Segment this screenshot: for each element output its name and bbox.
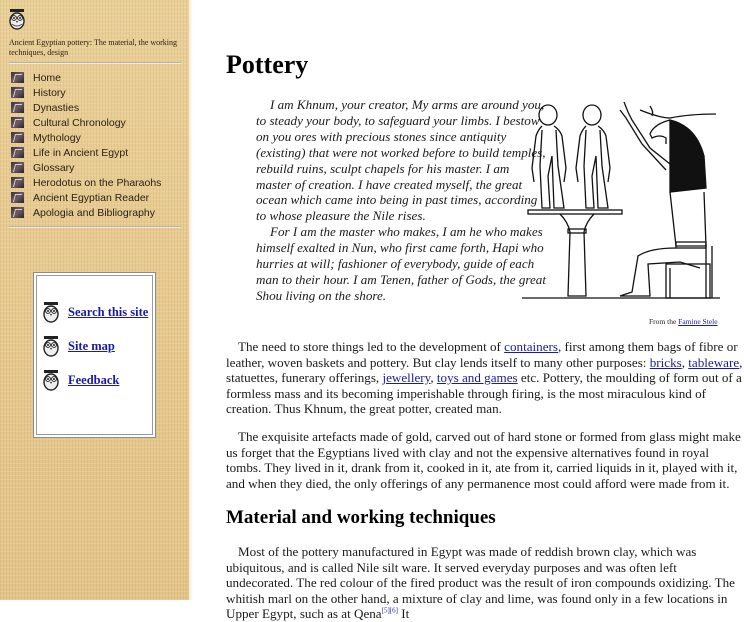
sidebar-item-dynasties[interactable] (11, 100, 161, 115)
sidebar-item-cultural-chronology[interactable] (11, 115, 161, 130)
owl-logo-icon[interactable] (8, 8, 26, 30)
sidebar-item-label[interactable]: Dynasties (33, 101, 80, 114)
reference-link[interactable]: [5][6] (381, 607, 398, 616)
sidebar-item-label[interactable]: Glossary (33, 161, 75, 174)
sidebar-item-label[interactable]: Mythology (33, 131, 81, 144)
search-site-link[interactable]: Search this site (68, 304, 149, 319)
sidebar-item-label[interactable]: Cultural Chronology (33, 116, 126, 129)
owl-icon (42, 335, 60, 357)
quote-paragraph: I am Khnum, your creator, My arms are around you, to steady your body, to safeguard your limbs. I bestow on you ores with precious stones since antiquity (existing) that were not worked before to build temples, rebuild ruins, sculpt chapels for his master. I am master of creation. I have created myself, the great ocean which came into being in past times, according to whose pleasure the Nile rises. (256, 97, 546, 224)
hieroglyph-bullet-icon (11, 87, 24, 98)
divider (9, 226, 181, 228)
sidebar-edge (189, 0, 193, 600)
sidebar-item-label[interactable]: Life in Ancient Egypt (33, 146, 129, 159)
bricks-link[interactable]: bricks (649, 354, 682, 370)
sidebar-item-label[interactable]: Herodotus on the Pharaohs (33, 176, 162, 189)
hieroglyph-bullet-icon (11, 147, 24, 158)
owl-icon (42, 301, 60, 323)
page-tagline: Ancient Egyptian pottery: The material, the working techniques, design (9, 38, 178, 57)
divider (9, 62, 181, 64)
sidebar-item-label[interactable]: Apologia and Bibliography (33, 206, 156, 219)
sidebar-item-apologia[interactable] (11, 205, 161, 220)
owl-icon (42, 369, 60, 391)
feedback-link[interactable]: Feedback (68, 372, 120, 387)
sidebar-item-reader[interactable] (11, 190, 161, 205)
hieroglyph-bullet-icon (11, 102, 24, 113)
khnum-quote (256, 97, 546, 304)
artefacts-paragraph: The exquisite artefacts made of gold, carved out of hard stone or formed from glass might make us forget that the Egyptians lived with clay and not the expensive alternatives found in royal tombs. They lived in it, drank from it, cooked in it, ate from it, carried liquids in it, played with it, and when they died, the only offerings of any permanence most could afford were made from it. (226, 429, 741, 491)
sidebar (0, 0, 189, 600)
hieroglyph-bullet-icon (11, 207, 24, 218)
hieroglyph-bullet-icon (11, 72, 24, 83)
sidebar-item-label[interactable]: History (33, 86, 66, 99)
sidebar-item-history[interactable] (11, 85, 161, 100)
figure-caption: From the Famine Stele (649, 317, 718, 326)
famine-stele-link[interactable]: Famine Stele (678, 317, 718, 326)
sidebar-item-label[interactable]: Home (33, 71, 62, 84)
search-link-row[interactable] (42, 301, 148, 323)
toys-and-games-link[interactable]: toys and games (436, 370, 518, 386)
quote-paragraph: For I am the master who makes, I am he who makes himself exalted in Nun, who first came forth, Hapi who hurries at will; fashioner of everybody, guide of each man to their hour. I am Tenen, father of Gods, the great Shou living on the shore. (256, 224, 546, 303)
sidebar-nav (11, 70, 161, 220)
sidebar-item-herodotus[interactable] (11, 175, 161, 190)
hieroglyph-bullet-icon (11, 117, 24, 128)
sidebar-item-mythology[interactable] (11, 130, 161, 145)
hieroglyph-bullet-icon (11, 177, 24, 188)
sidebar-item-home[interactable] (11, 70, 161, 85)
feedback-link-row[interactable] (42, 369, 119, 391)
site-map-link-row[interactable] (42, 335, 115, 357)
sidebar-item-label[interactable]: Ancient Egyptian Reader (33, 191, 150, 204)
tableware-link[interactable]: tableware (688, 354, 740, 370)
hieroglyph-bullet-icon (11, 132, 24, 143)
material-paragraph: Most of the pottery manufactured in Egypt was made of reddish brown clay, which was ubiquitous, and is called Nile silt ware. It served everyday purposes and was often left undecorated. The red colour of the fired product was the result of iron compounds oxidizing. The whitish marl on the other hand, a mixture of clay and lime, was found only in a few locations in Upper Egypt, such as at Qena[5][6] It (226, 544, 735, 622)
hieroglyph-bullet-icon (11, 162, 24, 173)
section-heading-material: Material and working techniques (226, 507, 496, 528)
hieroglyph-bullet-icon (11, 192, 24, 203)
utility-links-box (33, 272, 156, 438)
intro-paragraph: The need to store things led to the development of containers, first among them bags of fibre or leather, woven baskets and pottery. But clay lends itself to many other purposes: bricks, tableware, statuettes, funerary offerings, jewellery, toys and games etc. Pottery, the moulding of form out of a formless mass and its becoming imperishable through firing, is the most miraculous kind of creation. Thus Khnum, the great potter, created man. (226, 339, 743, 417)
site-map-link[interactable]: Site map (68, 338, 115, 353)
page-title: Pottery (226, 50, 309, 79)
sidebar-item-glossary[interactable] (11, 160, 161, 175)
sidebar-item-life-in-ancient-egypt[interactable] (11, 145, 161, 160)
containers-link[interactable]: containers (504, 339, 558, 354)
khnum-illustration (520, 96, 722, 302)
jewellery-link[interactable]: jewellery (382, 370, 431, 386)
